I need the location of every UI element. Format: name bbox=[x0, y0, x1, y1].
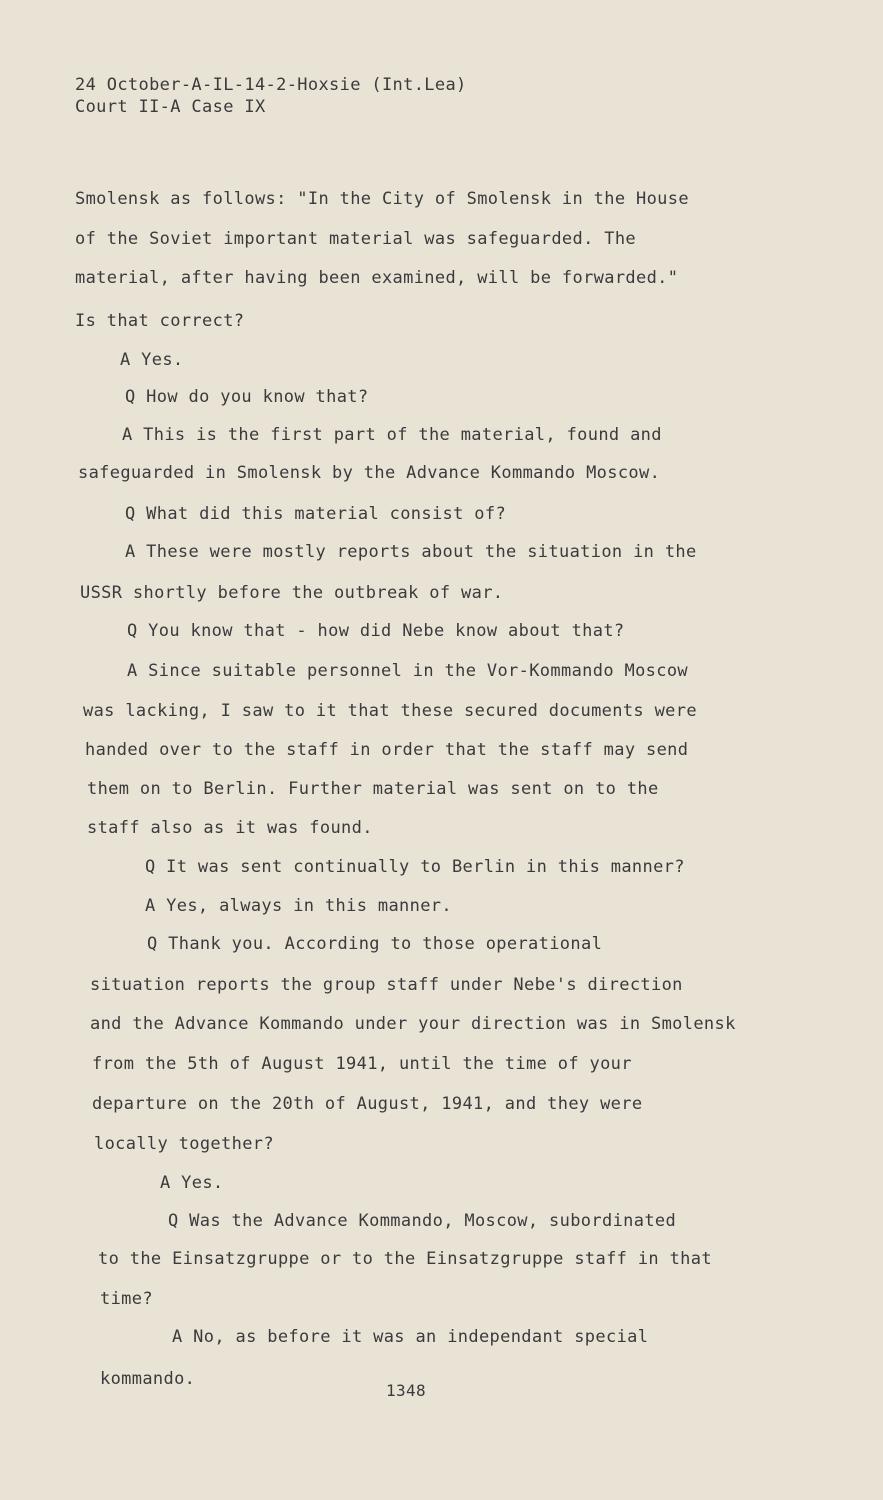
text-line: of the Soviet important material was safeguarded. The bbox=[75, 229, 636, 249]
text-line: Q What did this material consist of? bbox=[125, 504, 507, 524]
text-line: A Yes, always in this manner. bbox=[145, 896, 452, 916]
text-line: A Yes. bbox=[160, 1173, 224, 1193]
text-line: Is that correct? bbox=[75, 311, 245, 331]
text-line: locally together? bbox=[94, 1134, 274, 1154]
text-line: USSR shortly before the outbreak of war. bbox=[80, 583, 504, 603]
text-line: Q How do you know that? bbox=[125, 387, 369, 407]
text-line: material, after having been examined, will be forwarded." bbox=[75, 268, 679, 288]
text-line: situation reports the group staff under Nebe's direction bbox=[90, 975, 683, 995]
header-line-2: Court II-A Case IX bbox=[75, 97, 266, 117]
text-line: Q Thank you. According to those operational bbox=[147, 934, 603, 954]
text-line: was lacking, I saw to it that these secured documents were bbox=[83, 701, 697, 721]
text-line: Q You know that - how did Nebe know about that? bbox=[127, 621, 625, 641]
text-line: them on to Berlin. Further material was sent on to the bbox=[87, 779, 659, 799]
text-line: A No, as before it was an independant special bbox=[172, 1327, 649, 1347]
text-line: safeguarded in Smolensk by the Advance Kommando Moscow. bbox=[78, 463, 661, 483]
text-line: time? bbox=[100, 1289, 153, 1309]
text-line: kommando. bbox=[100, 1369, 196, 1389]
text-line: handed over to the staff in order that the staff may send bbox=[85, 740, 689, 760]
text-line: to the Einsatzgruppe or to the Einsatzgruppe staff in that bbox=[98, 1249, 712, 1269]
text-line: Q It was sent continually to Berlin in this manner? bbox=[145, 857, 685, 877]
header-line-1: 24 October-A-IL-14-2-Hoxsie (Int.Lea) bbox=[75, 75, 467, 95]
text-line: and the Advance Kommando under your direction was in Smolensk bbox=[90, 1014, 736, 1034]
text-line: Q Was the Advance Kommando, Moscow, subordinated bbox=[168, 1211, 677, 1231]
text-line: A This is the first part of the material, found and bbox=[122, 425, 662, 445]
page-number: 1348 bbox=[386, 1381, 426, 1400]
text-line: departure on the 20th of August, 1941, and they were bbox=[92, 1094, 643, 1114]
text-line: Smolensk as follows: "In the City of Smolensk in the House bbox=[75, 189, 689, 209]
text-line: from the 5th of August 1941, until the time of your bbox=[92, 1054, 632, 1074]
text-line: staff also as it was found. bbox=[87, 818, 373, 838]
text-line: A Yes. bbox=[120, 350, 184, 370]
text-line: A Since suitable personnel in the Vor-Kommando Moscow bbox=[127, 661, 688, 681]
text-line: A These were mostly reports about the situation in the bbox=[125, 542, 697, 562]
